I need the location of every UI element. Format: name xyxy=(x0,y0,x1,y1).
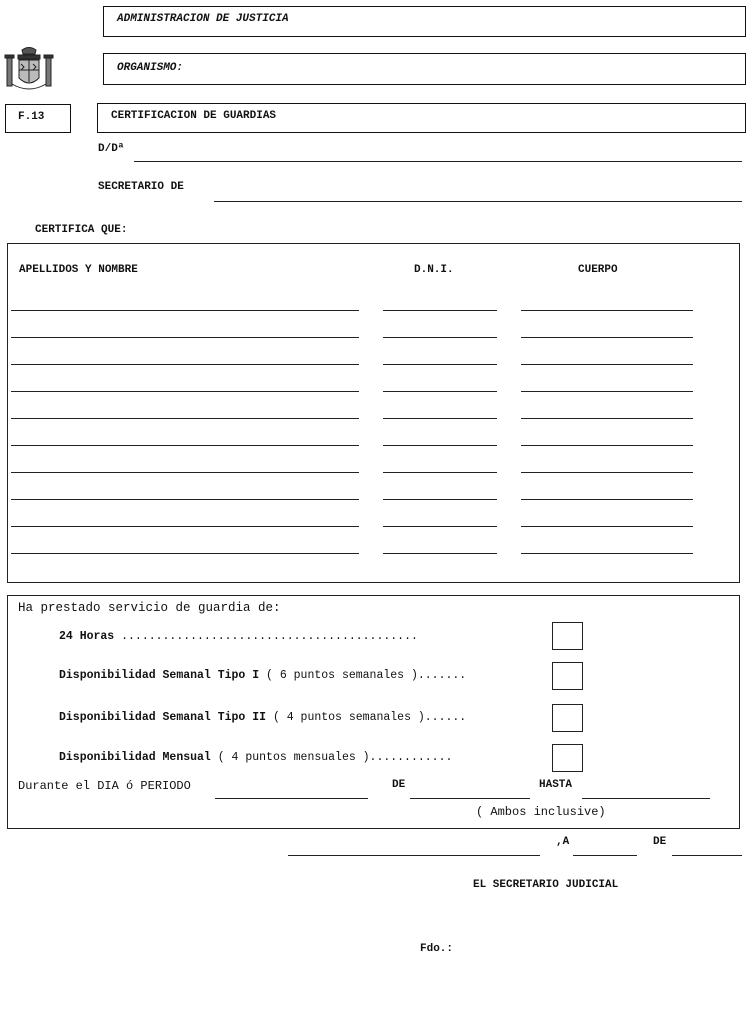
row-dni-line[interactable] xyxy=(383,499,497,500)
personnel-table-frame xyxy=(7,243,740,583)
administracion-label: ADMINISTRACION DE JUSTICIA xyxy=(117,13,289,25)
row-dni-line[interactable] xyxy=(383,472,497,473)
row-name-line[interactable] xyxy=(11,364,359,365)
row-cuerpo-line[interactable] xyxy=(521,391,693,392)
row-dni-line[interactable] xyxy=(383,337,497,338)
option-semanal-1 xyxy=(59,669,466,682)
organismo-label: ORGANISMO: xyxy=(117,62,184,74)
row-cuerpo-line[interactable] xyxy=(521,499,693,500)
row-name-line[interactable] xyxy=(11,391,359,392)
period-de-input-line[interactable] xyxy=(410,798,530,799)
row-dni-line[interactable] xyxy=(383,445,497,446)
checkbox-mensual[interactable] xyxy=(552,744,583,772)
row-name-line[interactable] xyxy=(11,418,359,419)
option-semanal-1-detail: ( 6 puntos semanales )....... xyxy=(259,669,467,682)
form-title: CERTIFICACION DE GUARDIAS xyxy=(111,110,277,122)
certifica-label: CERTIFICA QUE: xyxy=(35,224,128,236)
inclusive-note: ( Ambos inclusive) xyxy=(476,805,606,819)
option-24h-detail: ........................................... xyxy=(114,630,418,643)
row-name-line[interactable] xyxy=(11,553,359,554)
option-mensual-detail: ( 4 puntos mensuales )............ xyxy=(210,751,453,764)
row-dni-line[interactable] xyxy=(383,526,497,527)
option-semanal-1-label: Disponibilidad Semanal Tipo I xyxy=(59,669,260,682)
option-semanal-2-label: Disponibilidad Semanal Tipo II xyxy=(59,711,267,724)
option-mensual xyxy=(59,751,452,764)
secretario-input-line[interactable] xyxy=(214,201,742,202)
col-header-name: APELLIDOS Y NOMBRE xyxy=(19,264,138,276)
footer-de-label: DE xyxy=(653,836,667,848)
row-dni-line[interactable] xyxy=(383,310,497,311)
row-name-line[interactable] xyxy=(11,445,359,446)
dd-input-line[interactable] xyxy=(134,161,742,162)
option-semanal-2 xyxy=(59,711,466,724)
row-dni-line[interactable] xyxy=(383,418,497,419)
organismo-box xyxy=(103,53,746,85)
row-name-line[interactable] xyxy=(11,499,359,500)
place-input-line[interactable] xyxy=(288,855,540,856)
row-name-line[interactable] xyxy=(11,337,359,338)
form-code: F.13 xyxy=(18,111,45,123)
period-input-line[interactable] xyxy=(215,798,368,799)
row-name-line[interactable] xyxy=(11,310,359,311)
row-cuerpo-line[interactable] xyxy=(521,445,693,446)
period-de-label: DE xyxy=(392,779,406,791)
option-semanal-2-detail: ( 4 puntos semanales )...... xyxy=(266,711,467,724)
row-cuerpo-line[interactable] xyxy=(521,418,693,419)
secretario-label: SECRETARIO DE xyxy=(98,181,184,193)
service-intro: Ha prestado servicio de guardia de: xyxy=(18,601,281,615)
row-cuerpo-line[interactable] xyxy=(521,472,693,473)
row-dni-line[interactable] xyxy=(383,364,497,365)
row-name-line[interactable] xyxy=(11,526,359,527)
coat-of-arms-emblem xyxy=(2,44,56,96)
checkbox-semanal-1[interactable] xyxy=(552,662,583,690)
option-mensual-label: Disponibilidad Mensual xyxy=(59,751,211,764)
option-24h xyxy=(59,630,418,643)
row-cuerpo-line[interactable] xyxy=(521,364,693,365)
row-cuerpo-line[interactable] xyxy=(521,526,693,527)
row-cuerpo-line[interactable] xyxy=(521,553,693,554)
dd-label: D/Dª xyxy=(98,143,125,155)
col-header-cuerpo: CUERPO xyxy=(578,264,618,276)
period-hasta-label: HASTA xyxy=(539,779,573,791)
signer-title: EL SECRETARIO JUDICIAL xyxy=(473,879,619,891)
checkbox-24h[interactable] xyxy=(552,622,583,650)
day-input-line[interactable] xyxy=(573,855,637,856)
period-label: Durante el DIA ó PERIODO xyxy=(18,779,191,793)
row-name-line[interactable] xyxy=(11,472,359,473)
col-header-dni: D.N.I. xyxy=(414,264,454,276)
footer-a-label: ,A xyxy=(556,836,570,848)
fdo-label: Fdo.: xyxy=(420,943,454,955)
option-24h-label: 24 Horas xyxy=(59,630,115,643)
row-dni-line[interactable] xyxy=(383,553,497,554)
row-dni-line[interactable] xyxy=(383,391,497,392)
row-cuerpo-line[interactable] xyxy=(521,337,693,338)
month-input-line[interactable] xyxy=(672,855,742,856)
checkbox-semanal-2[interactable] xyxy=(552,704,583,732)
period-hasta-input-line[interactable] xyxy=(582,798,710,799)
row-cuerpo-line[interactable] xyxy=(521,310,693,311)
